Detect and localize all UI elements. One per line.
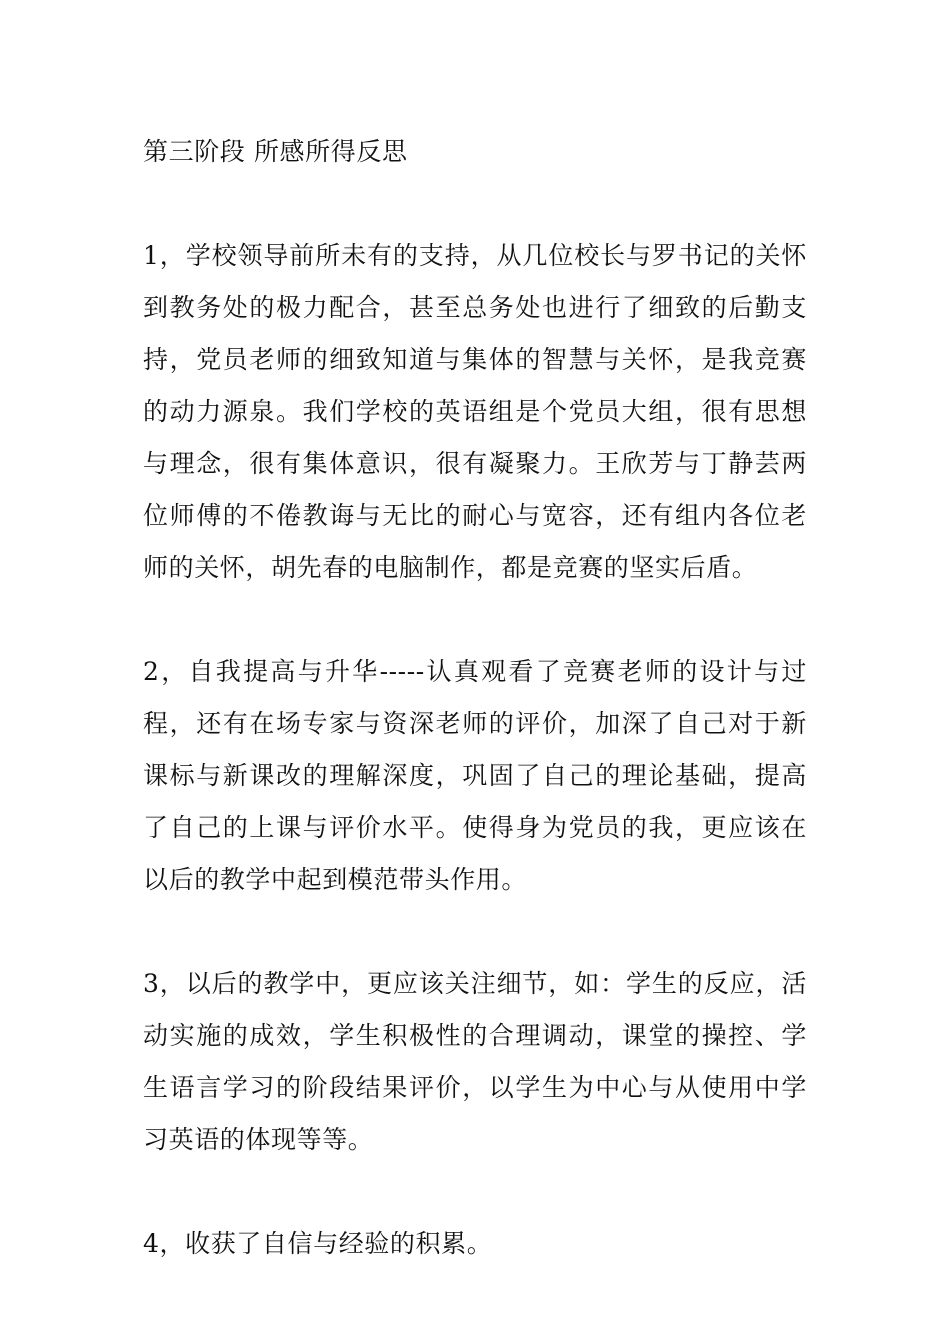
section-heading: 第三阶段 所感所得反思: [143, 137, 408, 166]
paragraph-1: 1，学校领导前所未有的支持，从几位校长与罗书记的关怀到教务处的极力配合，甚至总务处也进行了细致的后勤支持，党员老师的细致知道与集体的智慧与关怀，是我竞赛的动力源泉。我们学校的英语组是个党员大组，很有思想与理念，很有集体意识，很有凝聚力。王欣芳与丁静芸两位师傅的不倦教诲与无比的耐心与宽容，还有组内各位老师的关怀，胡先春的电脑制作，都是竞赛的坚实后盾。: [143, 241, 807, 582]
paragraph-2: 2，自我提高与升华-----认真观看了竞赛老师的设计与过程，还有在场专家与资深老师的评价，加深了自己对于新课标与新课改的理解深度，巩固了自己的理论基础，提高了自己的上课与评价水平。使得身为党员的我，更应该在以后的教学中起到模范带头作用。: [143, 657, 807, 894]
paragraph-4: 4，收获了自信与经验的积累。: [143, 1229, 493, 1258]
document-body: [143, 126, 807, 1270]
paragraph-3: 3，以后的教学中，更应该关注细节，如：学生的反应，活动实施的成效，学生积极性的合理调动，课堂的操控、学生语言学习的阶段结果评价，以学生为中心与从使用中学习英语的体现等等。: [143, 969, 807, 1154]
